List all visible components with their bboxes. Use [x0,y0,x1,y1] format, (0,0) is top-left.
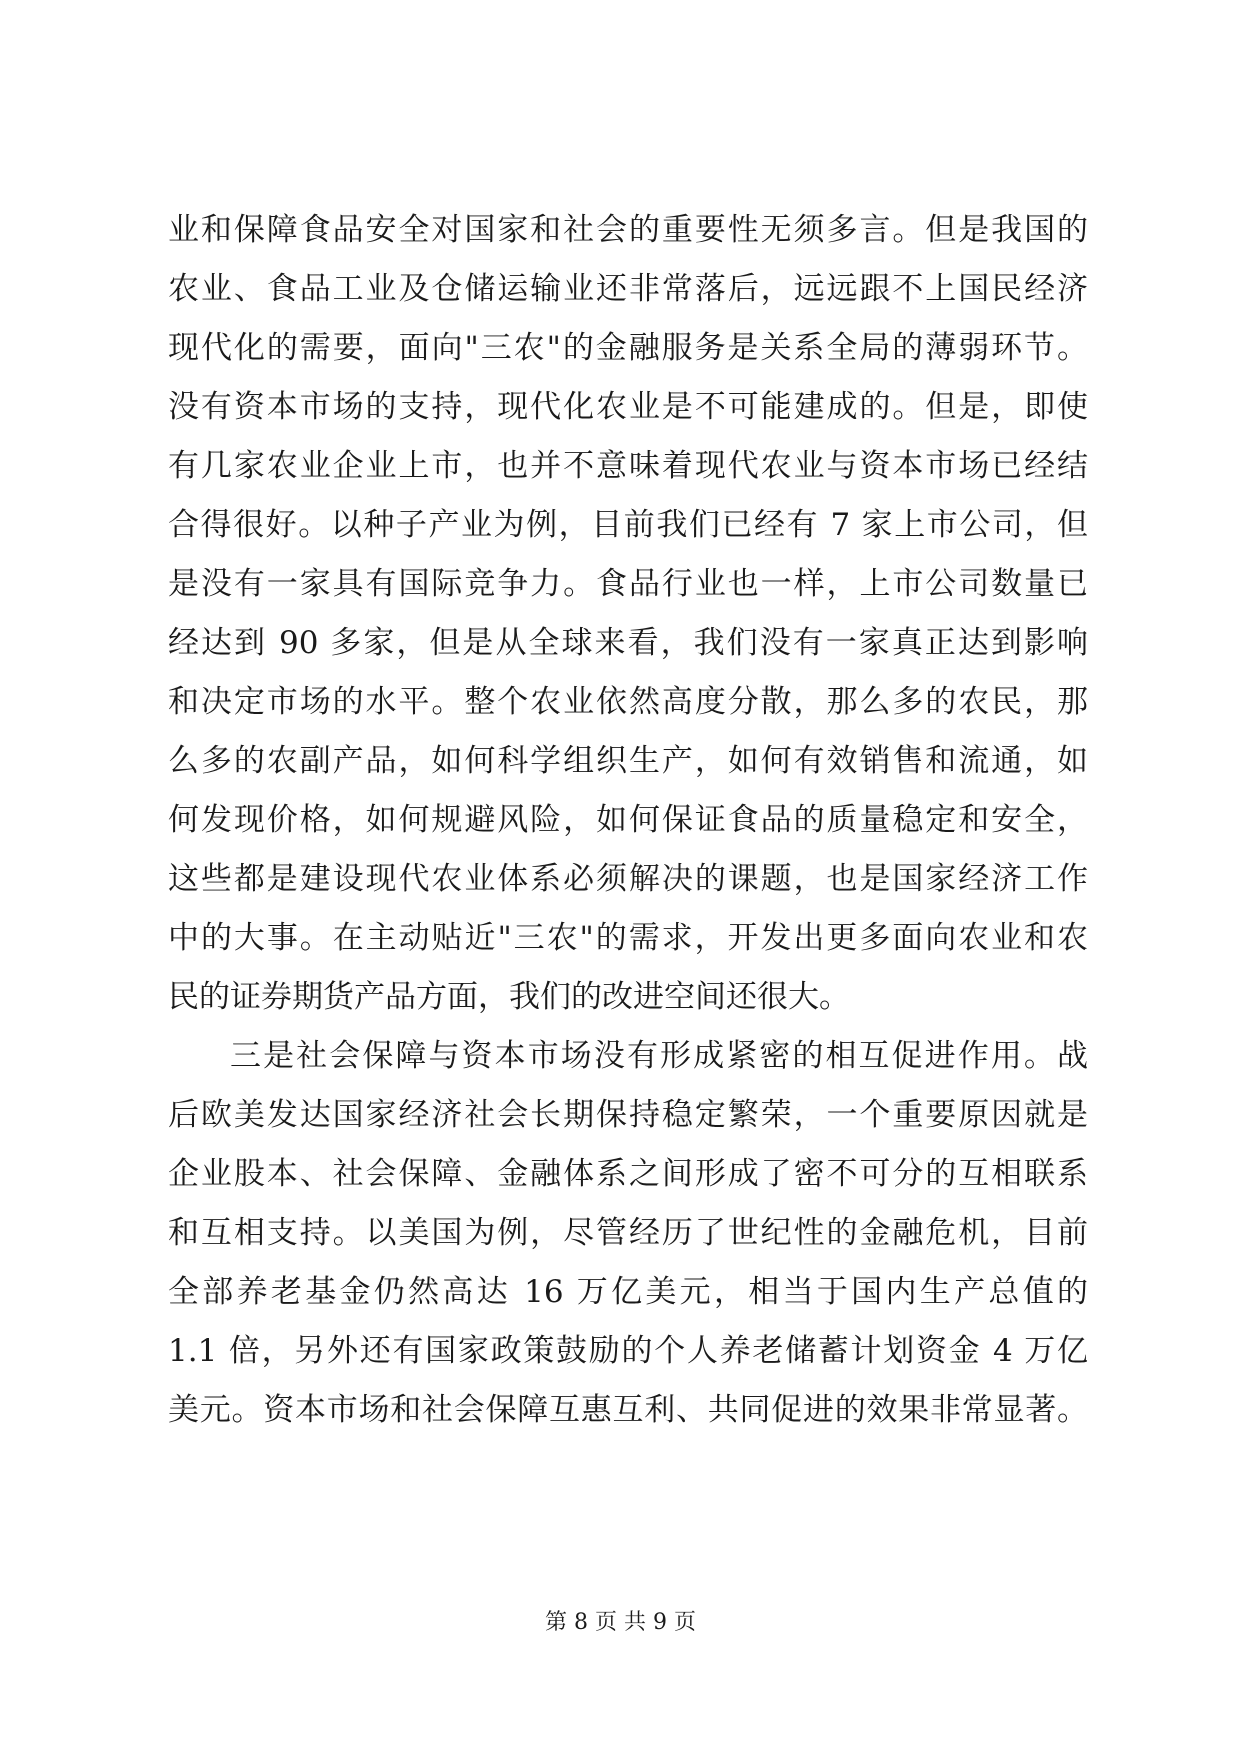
text-line: 是没有一家具有国际竞争力。食品行业也一样，上市公司数量已 [168,566,1088,602]
text-line: 三是社会保障与资本市场没有形成紧密的相互促进作用。战 [230,1038,1088,1074]
text-line: 么多的农副产品，如何科学组织生产，如何有效销售和流通，如 [168,743,1088,779]
text-line: 何发现价格，如何规避风险，如何保证食品的质量稳定和安全， [168,802,1088,838]
text-line: 中的大事。在主动贴近"三农"的需求，开发出更多面向农业和农 [168,920,1088,956]
text-line: 业和保障食品安全对国家和社会的重要性无须多言。但是我国的 [168,212,1088,248]
text-line: 农业、食品工业及仓储运输业还非常落后，远远跟不上国民经济 [168,271,1088,307]
text-line: 美元。资本市场和社会保障互惠互利、共同促进的效果非常显著。 [168,1392,1088,1428]
text-line: 合得很好。以种子产业为例，目前我们已经有 7 家上市公司，但 [168,507,1088,543]
text-line: 和决定市场的水平。整个农业依然高度分散，那么多的农民，那 [168,684,1088,720]
text-line: 全部养老基金仍然高达 16 万亿美元，相当于国内生产总值的 [168,1274,1088,1310]
text-line: 现代化的需要，面向"三农"的金融服务是关系全局的薄弱环节。 [168,330,1088,366]
page-number: 第 8 页 共 9 页 [545,1610,696,1635]
text-line: 和互相支持。以美国为例，尽管经历了世纪性的金融危机，目前 [168,1215,1088,1251]
text-line: 这些都是建设现代农业体系必须解决的课题，也是国家经济工作 [168,861,1088,897]
text-line: 有几家农业企业上市，也并不意味着现代农业与资本市场已经结 [168,448,1088,484]
text-line: 后欧美发达国家经济社会长期保持稳定繁荣，一个重要原因就是 [168,1097,1088,1133]
text-line: 经达到 90 多家，但是从全球来看，我们没有一家真正达到影响 [168,625,1088,661]
text-line: 企业股本、社会保障、金融体系之间形成了密不可分的互相联系 [168,1156,1088,1192]
text-line: 1.1 倍，另外还有国家政策鼓励的个人养老储蓄计划资金 4 万亿 [168,1333,1088,1369]
text-line: 民的证券期货产品方面，我们的改进空间还很大。 [168,979,850,1015]
text-line: 没有资本市场的支持，现代化农业是不可能建成的。但是，即使 [168,389,1088,425]
